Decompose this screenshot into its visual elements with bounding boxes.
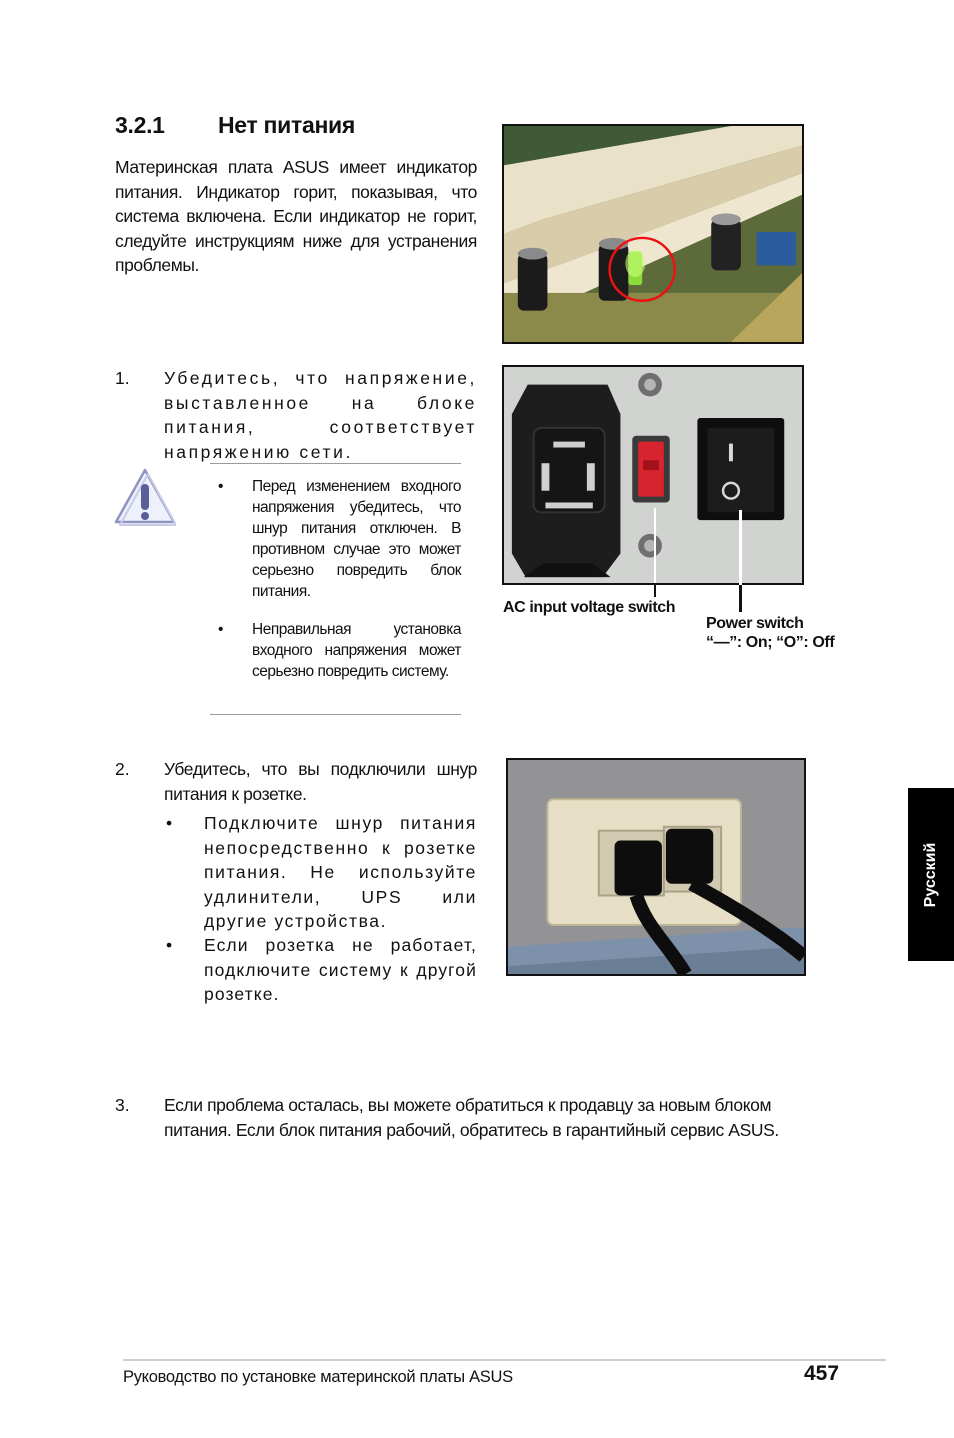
- caution-text: Неправильная установка входного напряжения может серьезно повредить систему.: [252, 621, 461, 680]
- bullet: •: [218, 621, 223, 638]
- step-1-text: Убедитесь, что напряжение, выставленное на блоке питания, соответствует напряжению сети.: [164, 368, 477, 462]
- caution-item: [210, 619, 461, 709]
- wall-outlet-photo: [506, 758, 806, 976]
- step-2-bullet-2: Если розетка не работает, подключите систему к другой розетке.: [204, 935, 477, 1004]
- power-switch-label: Power switch: [706, 615, 804, 632]
- step-2-text: Убедитесь, что вы подключили шнур питания к розетке.: [164, 759, 477, 804]
- bullet: •: [166, 935, 173, 955]
- motherboard-led-photo: [502, 124, 804, 344]
- power-switch-callout-line: [739, 510, 742, 585]
- footer-divider: [123, 1359, 886, 1361]
- psu-rear-photo: [502, 365, 804, 585]
- caution-text: Перед изменением входного напряжения убедитесь, что шнур питания отключен. В противном случае это может серьезно повредить блок питания.: [252, 478, 461, 600]
- bullet: •: [166, 813, 173, 833]
- footer-text: Руководство по установке материнской платы ASUS: [123, 1368, 513, 1386]
- caution-item: [210, 476, 461, 606]
- power-switch-callout-tail: [739, 585, 742, 612]
- ac-switch-callout-white: [654, 508, 656, 583]
- power-switch-states-label: “—”: On; “O”: Off: [706, 634, 835, 651]
- ac-switch-callout-tail: [654, 585, 656, 597]
- language-tab-label: Русский: [922, 842, 939, 907]
- step-2-bullet-1: Подключите шнур питания непосредственно к розетке питания. Не используйте удлинители, UPS или другие устройства.: [204, 813, 477, 931]
- step-2-number: 2.: [115, 759, 130, 779]
- step-3-number: 3.: [115, 1095, 130, 1115]
- intro-paragraph: Материнская плата ASUS имеет индикатор питания. Индикатор горит, показывая, что система включена. Если индикатор не горит, следуйте инструкциям ниже для устранения проблемы.: [115, 157, 477, 275]
- step-3-text: Если проблема осталась, вы можете обратиться к продавцу за новым блоком питания. Если блок питания рабочий, обратитесь в гарантийный сервис ASUS.: [164, 1095, 779, 1140]
- ac-voltage-switch-label: AC input voltage switch: [503, 599, 676, 616]
- language-tab: [908, 788, 954, 961]
- page-number: 457: [804, 1362, 840, 1385]
- section-heading: [115, 112, 355, 139]
- section-number: 3.2.1: [115, 112, 165, 138]
- step-1-number: 1.: [115, 368, 130, 388]
- section-title: Нет питания: [218, 112, 355, 138]
- warning-triangle-icon: [114, 466, 176, 528]
- bullet: •: [218, 478, 223, 495]
- caution-note: [210, 463, 461, 715]
